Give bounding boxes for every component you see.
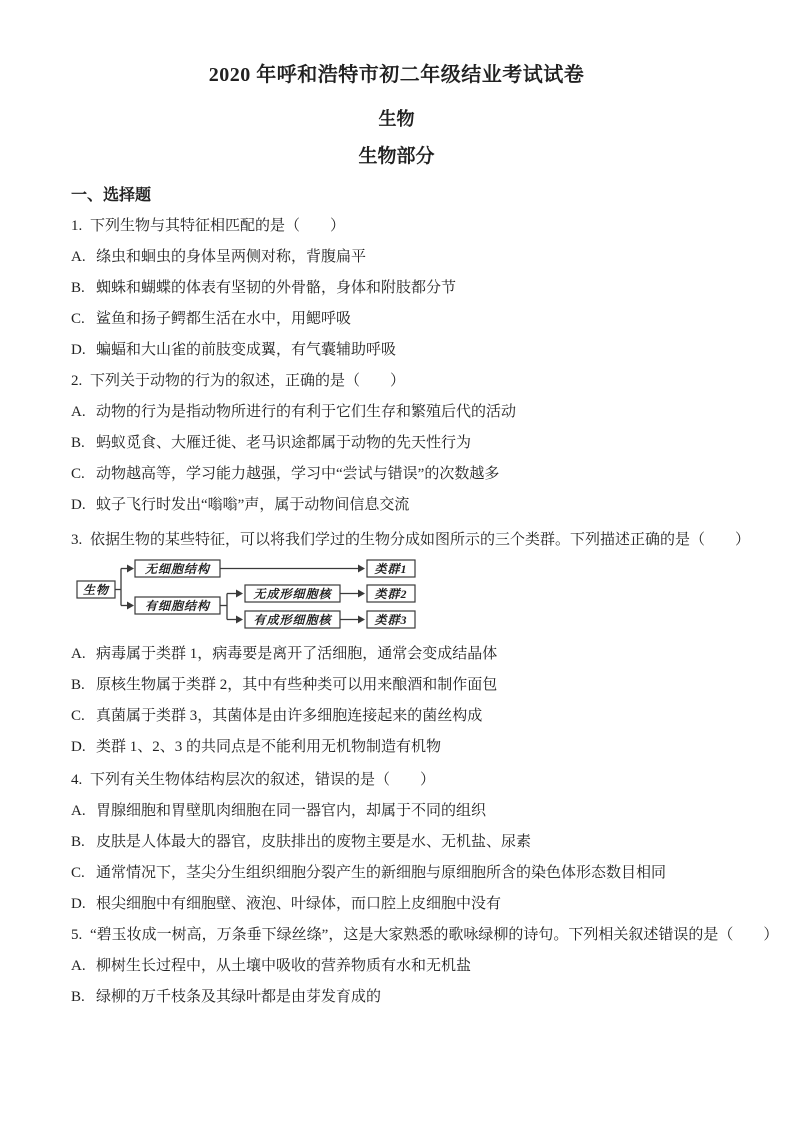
no-cell-structure-label: 无细胞结构 — [144, 562, 211, 576]
question-text: 依据生物的某些特征，可以将我们学过的生物分成如图所示的三个类群。下列描述正确的是（ ） — [90, 532, 751, 548]
option-label: C. — [71, 311, 85, 327]
option-label: A. — [71, 404, 86, 420]
classification-diagram — [74, 556, 773, 634]
group2-label: 类群2 — [374, 587, 408, 601]
question-5-stem — [71, 920, 779, 951]
arrowhead-icon — [236, 590, 243, 598]
question-1-option-d — [71, 335, 773, 366]
question-3 — [71, 525, 773, 763]
question-1-stem — [71, 211, 773, 242]
arrowhead-icon — [127, 602, 134, 610]
arrowhead-icon — [127, 565, 134, 573]
no-formed-nucleus-box — [245, 585, 340, 602]
question-4-option-a — [71, 796, 773, 827]
option-text: 蚂蚁觅食、大雁迁徙、老马识途都属于动物的先天性行为 — [96, 435, 472, 451]
option-label: A. — [71, 249, 86, 265]
option-text: 类群 1、2、3 的共同点是不能利用无机物制造有机物 — [96, 739, 442, 755]
option-label: D. — [71, 739, 86, 755]
group2-box — [367, 585, 415, 602]
option-label: B. — [71, 677, 85, 693]
option-text: 柳树生长过程中，从土壤中吸收的营养物质有水和无机盐 — [96, 958, 472, 974]
group1-box — [367, 560, 415, 577]
question-5-option-a — [71, 951, 773, 982]
question-4-stem — [71, 765, 773, 796]
question-1 — [71, 211, 773, 366]
document-header — [0, 0, 793, 169]
question-2-stem — [71, 366, 773, 397]
page-title: 2020 年呼和浩特市初二年级结业考试试卷 — [208, 64, 585, 86]
question-2-option-b — [71, 428, 773, 459]
option-label: A. — [71, 803, 86, 819]
question-3-stem — [71, 525, 773, 556]
option-label: D. — [71, 497, 86, 513]
question-5 — [71, 920, 779, 1013]
section-title: 生物部分 — [358, 146, 435, 167]
option-text: 原核生物属于类群 2，其中有些种类可以用来酿酒和制作面包 — [96, 677, 498, 693]
formed-nucleus-label: 有成形细胞核 — [253, 613, 332, 627]
option-label: B. — [71, 435, 85, 451]
option-label: B. — [71, 280, 85, 296]
option-text: 绿柳的万千枝条及其绿叶都是由芽发育成的 — [96, 989, 382, 1005]
question-number: 5. — [71, 927, 83, 943]
arrowhead-icon — [358, 565, 365, 573]
question-2-option-d — [71, 490, 773, 521]
option-text: 动物的行为是指动物所进行的有利于它们生存和繁殖后代的活动 — [96, 404, 517, 420]
arrowhead-icon — [236, 616, 243, 624]
question-4 — [71, 765, 773, 920]
option-label: C. — [71, 466, 85, 482]
option-label: B. — [71, 834, 85, 850]
organism-box — [77, 581, 115, 598]
no-cell-structure-box — [135, 560, 220, 577]
question-text: “碧玉妆成一树高，万条垂下绿丝绦”，这是大家熟悉的歌咏绿柳的诗句。下列相关叙述错误的是（ ） — [90, 927, 779, 943]
option-text: 皮肤是人体最大的器官，皮肤排出的废物主要是水、无机盐、尿素 — [96, 834, 532, 850]
organism-label: 生物 — [82, 583, 110, 597]
cell-structure-label: 有细胞结构 — [144, 599, 211, 613]
part-heading: 一、选择题 — [71, 187, 152, 204]
question-4-option-c — [71, 858, 773, 889]
cell-structure-box — [135, 597, 220, 614]
option-text: 真菌属于类群 3，其菌体是由许多细胞连接起来的菌丝构成 — [96, 708, 483, 724]
option-text: 通常情况下，茎尖分生组织细胞分裂产生的新细胞与原细胞所含的染色体形态数目相同 — [96, 865, 667, 881]
option-label: A. — [71, 958, 86, 974]
option-text: 根尖细胞中有细胞壁、液泡、叶绿体，而口腔上皮细胞中没有 — [96, 896, 502, 912]
option-label: D. — [71, 342, 86, 358]
question-number: 3. — [71, 532, 83, 548]
question-3-option-c — [71, 701, 773, 732]
question-2-option-a — [71, 397, 773, 428]
question-number: 2. — [71, 373, 83, 389]
group3-label: 类群3 — [374, 613, 408, 627]
question-1-option-b — [71, 273, 773, 304]
question-number: 1. — [71, 218, 83, 234]
question-text: 下列关于动物的行为的叙述，正确的是（ ） — [90, 373, 406, 389]
question-number: 4. — [71, 772, 83, 788]
question-3-option-b — [71, 670, 773, 701]
subject-title: 生物 — [378, 109, 415, 129]
question-1-option-c — [71, 304, 773, 335]
option-label: A. — [71, 646, 86, 662]
question-2 — [71, 366, 773, 521]
questions-area — [0, 211, 793, 1013]
question-4-option-d — [71, 889, 773, 920]
option-label: C. — [71, 865, 85, 881]
question-2-option-c — [71, 459, 773, 490]
arrowhead-icon — [358, 590, 365, 598]
question-1-option-a — [71, 242, 773, 273]
option-label: B. — [71, 989, 85, 1005]
question-5-option-b — [71, 982, 773, 1013]
option-text: 蚊子飞行时发出“嗡嗡”声，属于动物间信息交流 — [96, 497, 410, 513]
classification-diagram-svg — [74, 556, 419, 634]
option-text: 病毒属于类群 1，病毒要是离开了活细胞，通常会变成结晶体 — [96, 646, 498, 662]
option-text: 蝙蝠和大山雀的前肢变成翼，有气囊辅助呼吸 — [96, 342, 397, 358]
question-3-option-d — [71, 732, 773, 763]
option-text: 绦虫和蛔虫的身体呈两侧对称，背腹扁平 — [96, 249, 367, 265]
option-text: 动物越高等，学习能力越强，学习中“尝试与错误”的次数越多 — [96, 466, 500, 482]
option-label: D. — [71, 896, 86, 912]
formed-nucleus-box — [245, 611, 340, 628]
question-text: 下列生物与其特征相匹配的是（ ） — [90, 218, 346, 234]
option-label: C. — [71, 708, 85, 724]
no-formed-nucleus-label: 无成形细胞核 — [253, 587, 332, 601]
option-text: 鲨鱼和扬子鳄都生活在水中，用鳃呼吸 — [96, 311, 352, 327]
group3-box — [367, 611, 415, 628]
question-3-option-a — [71, 639, 773, 670]
group1-label: 类群1 — [374, 562, 408, 576]
arrowhead-icon — [358, 616, 365, 624]
question-4-option-b — [71, 827, 773, 858]
option-text: 胃腺细胞和胃壁肌肉细胞在同一器官内，却属于不同的组织 — [96, 803, 487, 819]
question-text: 下列有关生物体结构层次的叙述，错误的是（ ） — [90, 772, 436, 788]
option-text: 蜘蛛和蝴蝶的体表有坚韧的外骨骼，身体和附肢都分节 — [96, 280, 457, 296]
